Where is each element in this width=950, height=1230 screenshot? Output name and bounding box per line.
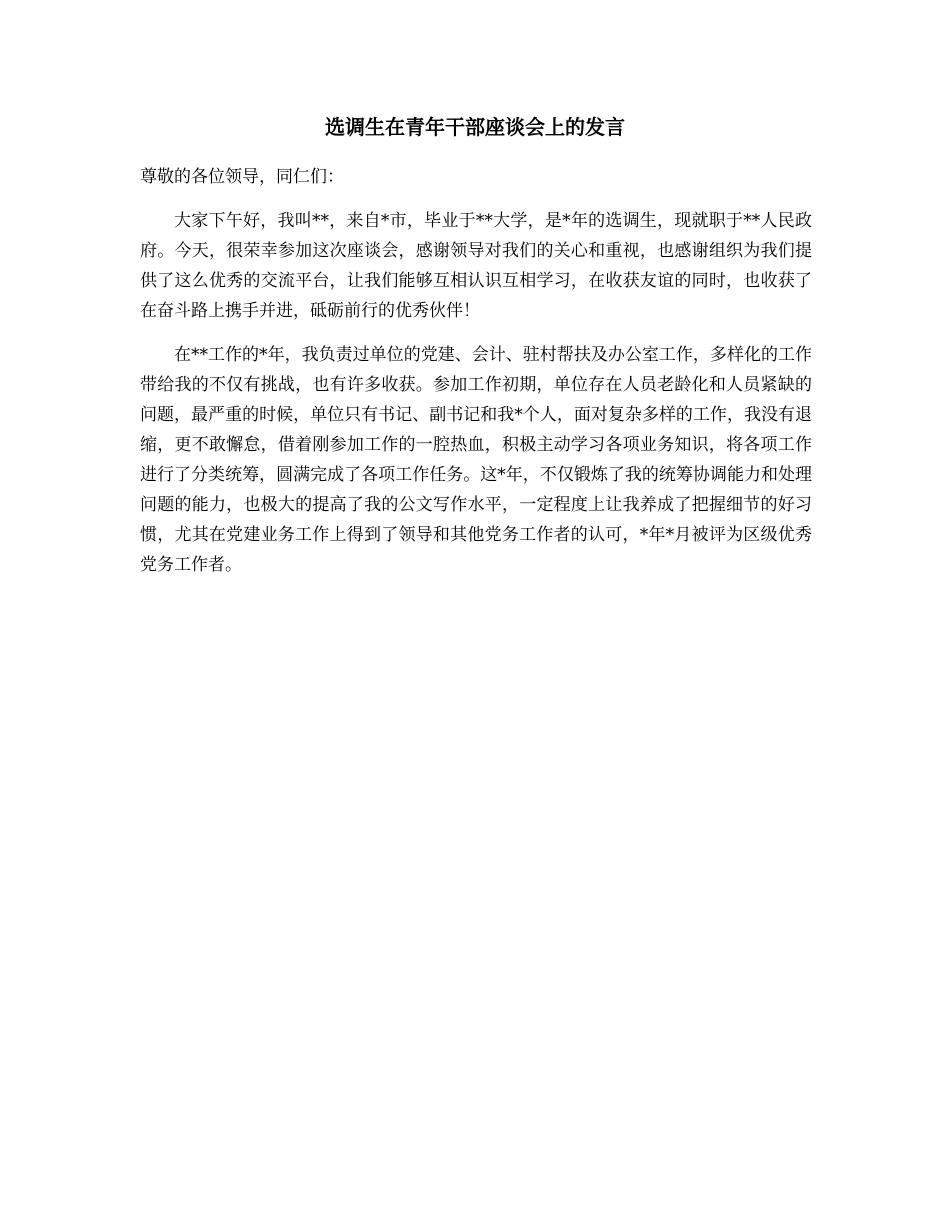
document-body xyxy=(140,162,812,594)
paragraph-1: 大家下午好，我叫**，来自*市，毕业于**大学，是*年的选调生，现就职于**人民政府。今天，很荣幸参加这次座谈会，感谢领导对我们的关心和重视，也感谢组织为我们提供了这么优秀的交流平台，让我们能够互相认识互相学习，在收获友谊的同时，也收获了在奋斗路上携手并进，砥砺前行的优秀伙伴！ xyxy=(140,211,812,321)
document-title: 选调生在青年干部座谈会上的发言 xyxy=(325,115,625,139)
paragraph-2: 在**工作的*年，我负责过单位的党建、会计、驻村帮扶及办公室工作，多样化的工作带给我的不仅有挑战，也有许多收获。参加工作初期，单位存在人员老龄化和人员紧缺的问题，最严重的时候，单位只有书记、副书记和我*个人，面对复杂多样的工作，我没有退缩，更不敢懈怠，借着刚参加工作的一腔热血，积极主动学习各项业务知识，将各项工作进行了分类统筹，圆满完成了各项工作任务。这*年，不仅锻炼了我的统筹协调能力和处理问题的能力，也极大的提高了我的公文写作水平，一定程度上让我养成了把握细节的好习惯，尤其在党建业务工作上得到了领导和其他党务工作者的认可，*年*月被评为区级优秀党务工作者。 xyxy=(140,345,812,575)
salutation: 尊敬的各位领导，同仁们： xyxy=(140,167,344,187)
